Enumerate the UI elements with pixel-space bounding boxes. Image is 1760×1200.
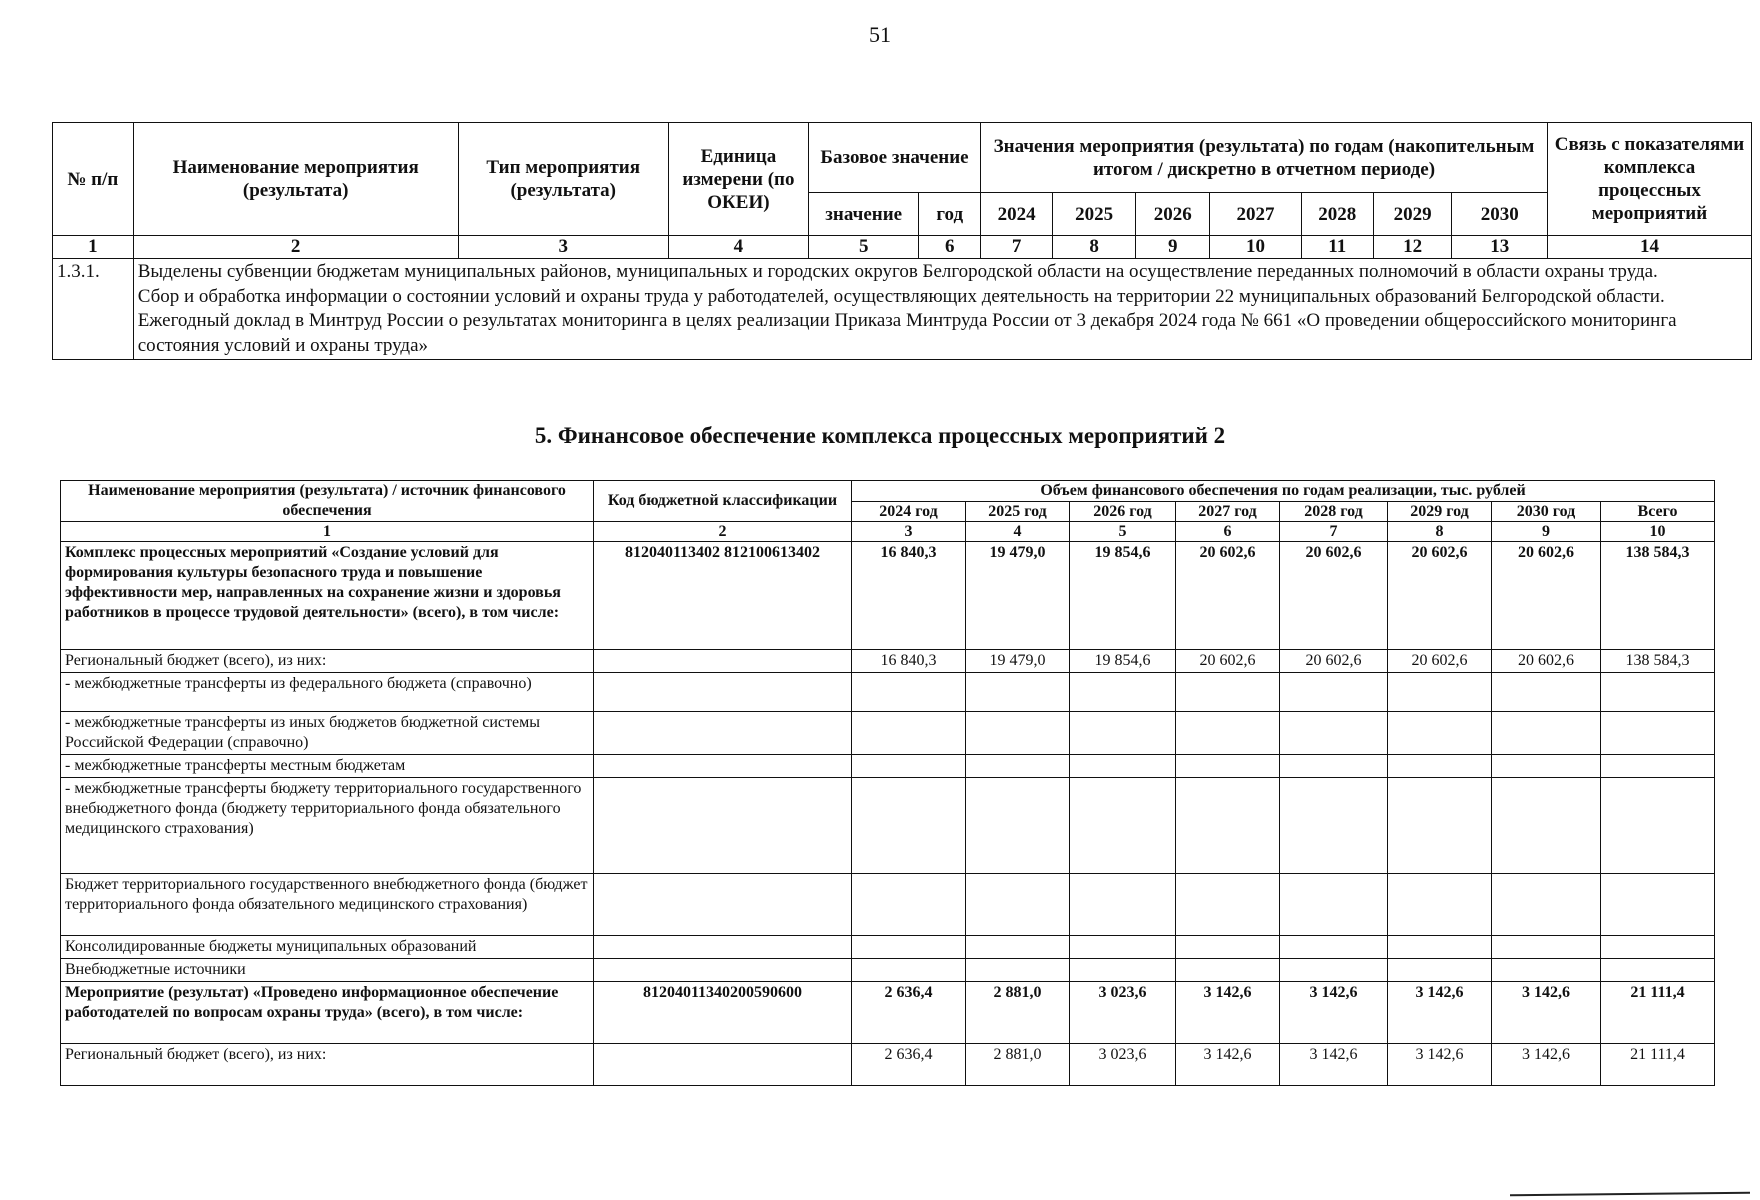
row-year-value [1176,712,1280,755]
header-volume-group: Объем финансового обеспечения по годам реализации, тыс. рублей [852,481,1715,502]
column-number: 1 [61,522,594,542]
row-year-value [1280,936,1388,959]
row-label: Комплекс процессных мероприятий «Создание условий для формирования культуры безопасного труда и повышение эффективности мер, направленных на сохранение жизни и здоровья работников в процессе трудовой деятельности» (всего), в том числе: [61,542,594,650]
row-budget-code [594,936,852,959]
row-year-value [1388,778,1492,874]
row-year-value [1492,936,1601,959]
table-row [61,712,1715,755]
row-year-value [1492,874,1601,936]
header-year: 2026 год [1070,501,1176,522]
row-label: Региональный бюджет (всего), из них: [61,1044,594,1086]
row-year-value [1176,959,1280,982]
row-year-value [1388,959,1492,982]
row-year-value [852,936,966,959]
table-row [61,650,1715,673]
row-total-value [1601,936,1715,959]
row-year-value [1388,874,1492,936]
row-label: - межбюджетные трансферты местным бюджетам [61,755,594,778]
column-number: 2 [594,522,852,542]
row-year-value: 3 142,6 [1492,1044,1601,1086]
row-year-value: 19 854,6 [1070,542,1176,650]
row-year-value [966,673,1070,712]
row-budget-code [594,874,852,936]
header-total: Всего [1601,501,1715,522]
row-year-value [1176,673,1280,712]
header-year: 2024 [981,193,1053,236]
row-year-value [966,959,1070,982]
header-values-group: Значения мероприятия (результата) по годам (накопительным итогом / дискретно в отчетном периоде) [981,123,1548,193]
row-year-value [1280,673,1388,712]
column-number: 13 [1452,236,1548,259]
row-year-value [1280,755,1388,778]
row-year-value: 3 142,6 [1388,982,1492,1044]
row-year-value [1388,712,1492,755]
row-year-value [1176,778,1280,874]
column-number: 7 [1280,522,1388,542]
page-number: 51 [869,22,891,47]
row-budget-code [594,778,852,874]
column-number: 4 [966,522,1070,542]
finance-table-body [61,542,1715,1086]
table-row [61,542,1715,650]
row-year-value: 19 479,0 [966,542,1070,650]
row-year-value [1176,874,1280,936]
header-name: Наименование мероприятия (результата) / источник финансового обеспечения [61,481,594,522]
row-budget-code [594,673,852,712]
row-year-value [966,874,1070,936]
header-year: 2025 год [966,501,1070,522]
row-year-value [1176,936,1280,959]
row-year-value: 2 636,4 [852,1044,966,1086]
row-total-value [1601,778,1715,874]
row-total-value [1601,712,1715,755]
header-year: 2024 год [852,501,966,522]
row-total-value: 21 111,4 [1601,982,1715,1044]
column-number: 8 [1388,522,1492,542]
row-year-value: 3 142,6 [1176,1044,1280,1086]
row-year-value: 20 602,6 [1492,542,1601,650]
row-year-value: 3 023,6 [1070,1044,1176,1086]
row-total-value: 21 111,4 [1601,1044,1715,1086]
column-number: 7 [981,236,1053,259]
column-number: 8 [1053,236,1136,259]
header-year: 2028 год [1280,501,1388,522]
row-year-value: 3 023,6 [1070,982,1176,1044]
row-year-value [1280,712,1388,755]
row-label: Региональный бюджет (всего), из них: [61,650,594,673]
table-row [61,959,1715,982]
row-label: - межбюджетные трансферты из федерального бюджета (справочно) [61,673,594,712]
row-year-value: 3 142,6 [1388,1044,1492,1086]
row-year-value [966,778,1070,874]
column-number: 10 [1601,522,1715,542]
row-year-value [1492,673,1601,712]
header-year: 2026 [1136,193,1210,236]
table-row [61,982,1715,1044]
row-year-value [1070,778,1176,874]
row-year-value [1280,959,1388,982]
column-number: 3 [458,236,668,259]
row-year-value: 2 636,4 [852,982,966,1044]
row-year-value [1388,755,1492,778]
header-name: Наименование мероприятия (результата) [133,123,458,236]
column-number: 9 [1136,236,1210,259]
scan-edge-line [1510,1192,1750,1197]
row-year-value [966,936,1070,959]
row-total-value [1601,959,1715,982]
column-number: 14 [1548,236,1752,259]
table-row [61,874,1715,936]
header-code: Код бюджетной классификации [594,481,852,522]
column-number: 3 [852,522,966,542]
column-number: 5 [1070,522,1176,542]
row-budget-code [594,755,852,778]
row-year-value: 20 602,6 [1492,650,1601,673]
row-year-value [1280,778,1388,874]
row-year-value: 20 602,6 [1388,650,1492,673]
column-number: 2 [133,236,458,259]
row-label: - межбюджетные трансферты бюджету территориального государственного внебюджетного фонда (бюджету территориального фонда обязательного медицинского страхования) [61,778,594,874]
header-year: 2027 [1210,193,1301,236]
row-label: Консолидированные бюджеты муниципальных образований [61,936,594,959]
header-base: Базовое значение [809,123,981,193]
row-total-value [1601,874,1715,936]
table-row [61,673,1715,712]
header-base-year: год [919,193,981,236]
header-year: 2029 год [1388,501,1492,522]
column-number: 6 [919,236,981,259]
row-year-value [1176,755,1280,778]
column-number: 12 [1373,236,1452,259]
row-total-value [1601,755,1715,778]
row-year-value: 19 479,0 [966,650,1070,673]
row-budget-code [594,959,852,982]
row-year-value [852,959,966,982]
row-year-value: 3 142,6 [1176,982,1280,1044]
header-link: Связь с показателями комплекса процессных мероприятий [1548,123,1752,236]
row-year-value [1280,874,1388,936]
row-year-value [852,673,966,712]
finance-table [60,480,1715,1086]
table-row [61,1044,1715,1086]
row-year-value [1492,712,1601,755]
row-year-value [852,778,966,874]
row-year-value: 20 602,6 [1280,542,1388,650]
header-year: 2030 год [1492,501,1601,522]
row-year-value [1070,874,1176,936]
row-budget-code: 812040113402 812100613402 [594,542,852,650]
row-year-value [966,712,1070,755]
row-year-value [852,712,966,755]
column-number: 10 [1210,236,1301,259]
row-year-value [1070,712,1176,755]
header-type: Тип мероприятия (результата) [458,123,668,236]
row-budget-code [594,712,852,755]
activities-table [52,122,1752,360]
row-year-value [1492,755,1601,778]
header-year: 2030 [1452,193,1548,236]
row-year-value: 16 840,3 [852,542,966,650]
table-row [61,778,1715,874]
header-year: 2028 [1301,193,1373,236]
row-year-value: 20 602,6 [1176,650,1280,673]
row-text: Сбор и обработка информации о состоянии условий и охраны труда у работодателей, осуществляющих деятельность на территории 22 муниципальных образований Белгородской области. Ежегодный доклад в Минтруд России о результатах мониторинга в целях реализации Приказа Минтруда России от 3 декабря 2024 года № 661 «О проведении общероссийского мониторинга состояния условий и охраны труда» [137,285,1677,356]
row-year-value: 16 840,3 [852,650,966,673]
header-year: 2025 [1053,193,1136,236]
row-year-value: 3 142,6 [1492,982,1601,1044]
row-year-value [1070,936,1176,959]
row-year-value: 20 602,6 [1176,542,1280,650]
row-year-value: 20 602,6 [1280,650,1388,673]
row-index: 1.3.1. [53,259,134,360]
row-year-value [1070,755,1176,778]
table-row [53,259,1752,360]
row-year-value [1070,959,1176,982]
row-label: Бюджет территориального государственного внебюджетного фонда (бюджет территориального фонда обязательного медицинского страхования) [61,874,594,936]
table-row [61,936,1715,959]
row-year-value [1492,778,1601,874]
row-total-value [1601,673,1715,712]
row-year-value [966,755,1070,778]
column-number: 6 [1176,522,1280,542]
row-label: Внебюджетные источники [61,959,594,982]
header-year: 2029 [1373,193,1452,236]
column-number: 5 [809,236,919,259]
row-year-value [1388,673,1492,712]
row-total-value: 138 584,3 [1601,650,1715,673]
header-num: № п/п [53,123,134,236]
row-label: - межбюджетные трансферты из иных бюджетов бюджетной системы Российской Федерации (справочно) [61,712,594,755]
row-year-value [852,755,966,778]
row-total-value: 138 584,3 [1601,542,1715,650]
header-base-value: значение [809,193,919,236]
row-label: Мероприятие (результат) «Проведено информационное обеспечение работодателей по вопросам охраны труда» (всего), в том числе: [61,982,594,1044]
row-year-value: 2 881,0 [966,982,1070,1044]
header-unit: Единица измерени (по ОКЕИ) [668,123,808,236]
column-number: 9 [1492,522,1601,542]
row-year-value: 19 854,6 [1070,650,1176,673]
row-text: Выделены субвенции бюджетам муниципальных районов, муниципальных и городских округов Белгородской области на осуществление переданных полномочий в области охраны труда. [137,261,1658,282]
row-year-value: 2 881,0 [966,1044,1070,1086]
row-year-value: 3 142,6 [1280,982,1388,1044]
column-number: 1 [53,236,134,259]
row-year-value [1388,936,1492,959]
row-budget-code: 81204011340200590600 [594,982,852,1044]
row-description [133,259,1751,360]
row-year-value [1492,959,1601,982]
row-year-value [1070,673,1176,712]
section-title: 5. Финансовое обеспечение комплекса процессных мероприятий 2 [534,423,1226,448]
row-year-value: 3 142,6 [1280,1044,1388,1086]
header-year: 2027 год [1176,501,1280,522]
column-number: 11 [1301,236,1373,259]
row-budget-code [594,1044,852,1086]
row-year-value: 20 602,6 [1388,542,1492,650]
row-year-value [852,874,966,936]
column-number: 4 [668,236,808,259]
row-budget-code [594,650,852,673]
table-row [61,755,1715,778]
